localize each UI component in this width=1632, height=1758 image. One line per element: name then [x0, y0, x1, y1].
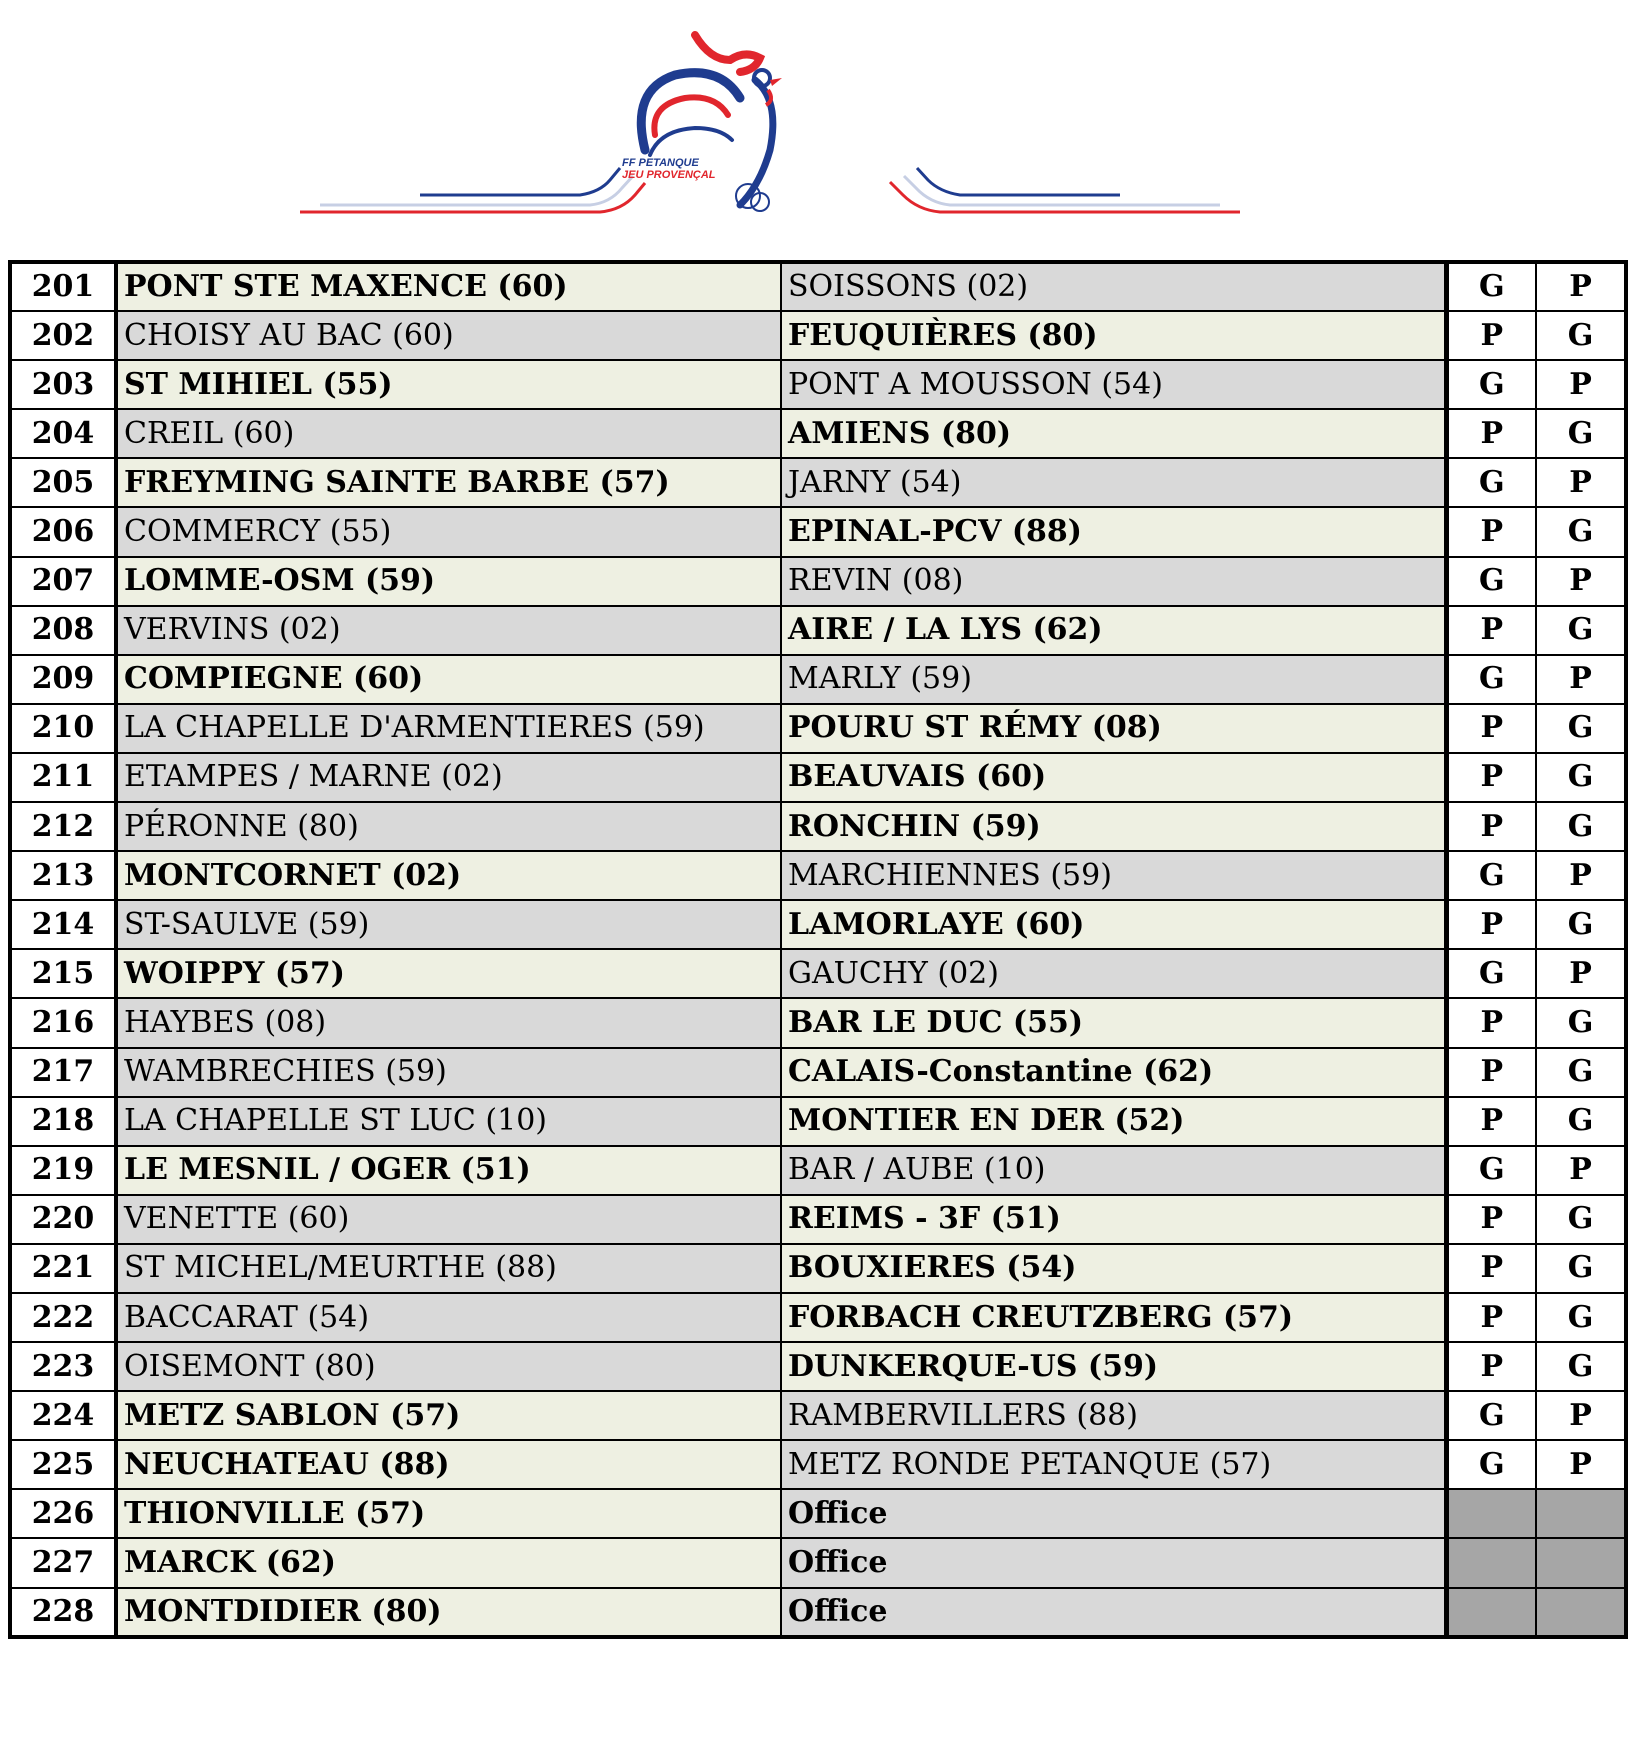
score-home: G — [1446, 360, 1536, 409]
score-home: P — [1446, 1195, 1536, 1244]
match-number: 223 — [10, 1342, 116, 1391]
score-home: P — [1446, 311, 1536, 360]
score-home: P — [1446, 1342, 1536, 1391]
team-home: LA CHAPELLE D'ARMENTIERES (59) — [116, 704, 781, 753]
rooster-logo-icon — [300, 20, 1240, 230]
table-row — [10, 1489, 1626, 1538]
score-away: P — [1536, 1440, 1626, 1489]
team-away: Office — [781, 1538, 1446, 1587]
score-away: G — [1536, 507, 1626, 556]
score-away: G — [1536, 1097, 1626, 1146]
score-away — [1536, 1588, 1626, 1637]
team-home: COMPIEGNE (60) — [116, 655, 781, 704]
match-number: 220 — [10, 1195, 116, 1244]
team-home: MONTCORNET (02) — [116, 851, 781, 900]
team-home: ST MIHIEL (55) — [116, 360, 781, 409]
team-away: RAMBERVILLERS (88) — [781, 1391, 1446, 1440]
score-home: P — [1446, 1048, 1536, 1097]
score-home: P — [1446, 998, 1536, 1047]
match-number: 208 — [10, 606, 116, 655]
score-home — [1446, 1588, 1536, 1637]
team-away: GAUCHY (02) — [781, 949, 1446, 998]
match-number: 209 — [10, 655, 116, 704]
table-row — [10, 458, 1626, 507]
match-number: 228 — [10, 1588, 116, 1637]
match-number: 210 — [10, 704, 116, 753]
team-home: THIONVILLE (57) — [116, 1489, 781, 1538]
team-home: LE MESNIL / OGER (51) — [116, 1146, 781, 1195]
team-away: FORBACH CREUTZBERG (57) — [781, 1293, 1446, 1342]
results-body — [10, 262, 1626, 1637]
table-row — [10, 949, 1626, 998]
match-number: 213 — [10, 851, 116, 900]
table-row — [10, 655, 1626, 704]
score-home: P — [1446, 1293, 1536, 1342]
table-row — [10, 851, 1626, 900]
team-home: ETAMPES / MARNE (02) — [116, 753, 781, 802]
table-row — [10, 409, 1626, 458]
table-row — [10, 1097, 1626, 1146]
table-row — [10, 507, 1626, 556]
team-away: FEUQUIÈRES (80) — [781, 311, 1446, 360]
team-away: REIMS - 3F (51) — [781, 1195, 1446, 1244]
table-row — [10, 557, 1626, 606]
match-number: 224 — [10, 1391, 116, 1440]
team-away: EPINAL-PCV (88) — [781, 507, 1446, 556]
team-away: MONTIER EN DER (52) — [781, 1097, 1446, 1146]
match-number: 206 — [10, 507, 116, 556]
table-row — [10, 1440, 1626, 1489]
score-away — [1536, 1538, 1626, 1587]
table-row — [10, 1588, 1626, 1637]
team-away: POURU ST RÉMY (08) — [781, 704, 1446, 753]
logo-line2: JEU PROVENÇAL — [622, 169, 716, 181]
match-number: 226 — [10, 1489, 116, 1538]
match-number: 205 — [10, 458, 116, 507]
score-home — [1446, 1489, 1536, 1538]
team-home: CHOISY AU BAC (60) — [116, 311, 781, 360]
score-home: G — [1446, 851, 1536, 900]
score-away: G — [1536, 606, 1626, 655]
match-number: 211 — [10, 753, 116, 802]
score-away: G — [1536, 1048, 1626, 1097]
results-table — [8, 260, 1628, 1639]
score-home — [1446, 1538, 1536, 1587]
score-home: P — [1446, 409, 1536, 458]
score-home: G — [1446, 1391, 1536, 1440]
table-row — [10, 900, 1626, 949]
score-away: G — [1536, 1293, 1626, 1342]
table-row — [10, 1391, 1626, 1440]
team-home: WAMBRECHIES (59) — [116, 1048, 781, 1097]
match-number: 212 — [10, 802, 116, 851]
team-away: PONT A MOUSSON (54) — [781, 360, 1446, 409]
table-row — [10, 1244, 1626, 1293]
score-away: P — [1536, 360, 1626, 409]
match-number: 207 — [10, 557, 116, 606]
score-home: P — [1446, 1244, 1536, 1293]
logo-text — [622, 157, 716, 181]
table-row — [10, 1342, 1626, 1391]
score-home: G — [1446, 1146, 1536, 1195]
table-row — [10, 262, 1626, 311]
table-row — [10, 704, 1626, 753]
table-row — [10, 606, 1626, 655]
team-home: FREYMING SAINTE BARBE (57) — [116, 458, 781, 507]
team-home: VERVINS (02) — [116, 606, 781, 655]
team-home: MONTDIDIER (80) — [116, 1588, 781, 1637]
table-row — [10, 1293, 1626, 1342]
score-away: G — [1536, 753, 1626, 802]
logo-line1: FF PETANQUE — [622, 157, 699, 169]
score-away: G — [1536, 311, 1626, 360]
match-number: 215 — [10, 949, 116, 998]
team-away: BEAUVAIS (60) — [781, 753, 1446, 802]
score-away: P — [1536, 655, 1626, 704]
score-home: G — [1446, 557, 1536, 606]
score-away: G — [1536, 1244, 1626, 1293]
team-away: DUNKERQUE-US (59) — [781, 1342, 1446, 1391]
table-row — [10, 753, 1626, 802]
team-away: JARNY (54) — [781, 458, 1446, 507]
team-away: AMIENS (80) — [781, 409, 1446, 458]
score-away — [1536, 1489, 1626, 1538]
match-number: 225 — [10, 1440, 116, 1489]
team-home: MARCK (62) — [116, 1538, 781, 1587]
match-number: 202 — [10, 311, 116, 360]
ffpjp-logo — [300, 20, 1240, 230]
team-home: ST MICHEL/MEURTHE (88) — [116, 1244, 781, 1293]
team-away: MARCHIENNES (59) — [781, 851, 1446, 900]
team-away: Office — [781, 1588, 1446, 1637]
team-away: BAR / AUBE (10) — [781, 1146, 1446, 1195]
team-home: LOMME-OSM (59) — [116, 557, 781, 606]
team-away: BOUXIERES (54) — [781, 1244, 1446, 1293]
match-number: 222 — [10, 1293, 116, 1342]
team-home: COMMERCY (55) — [116, 507, 781, 556]
score-away: P — [1536, 262, 1626, 311]
match-number: 217 — [10, 1048, 116, 1097]
match-number: 201 — [10, 262, 116, 311]
team-away: MARLY (59) — [781, 655, 1446, 704]
team-home: ST-SAULVE (59) — [116, 900, 781, 949]
team-home: OISEMONT (80) — [116, 1342, 781, 1391]
team-home: HAYBES (08) — [116, 998, 781, 1047]
score-home: P — [1446, 1097, 1536, 1146]
score-home: P — [1446, 606, 1536, 655]
team-away: BAR LE DUC (55) — [781, 998, 1446, 1047]
team-away: AIRE / LA LYS (62) — [781, 606, 1446, 655]
score-home: G — [1446, 262, 1536, 311]
team-away: RONCHIN (59) — [781, 802, 1446, 851]
score-away: P — [1536, 1391, 1626, 1440]
team-away: CALAIS-Constantine (62) — [781, 1048, 1446, 1097]
team-away: LAMORLAYE (60) — [781, 900, 1446, 949]
score-home: G — [1446, 458, 1536, 507]
team-home: PÉRONNE (80) — [116, 802, 781, 851]
team-home: METZ SABLON (57) — [116, 1391, 781, 1440]
table-row — [10, 360, 1626, 409]
score-away: G — [1536, 704, 1626, 753]
table-row — [10, 1146, 1626, 1195]
match-number: 203 — [10, 360, 116, 409]
team-home: BACCARAT (54) — [116, 1293, 781, 1342]
score-home: G — [1446, 949, 1536, 998]
score-home: G — [1446, 1440, 1536, 1489]
score-home: P — [1446, 802, 1536, 851]
table-row — [10, 311, 1626, 360]
score-home: P — [1446, 507, 1536, 556]
score-away: P — [1536, 949, 1626, 998]
table-row — [10, 802, 1626, 851]
team-home: VENETTE (60) — [116, 1195, 781, 1244]
score-home: P — [1446, 753, 1536, 802]
score-away: P — [1536, 557, 1626, 606]
score-away: G — [1536, 1195, 1626, 1244]
score-home: G — [1446, 655, 1536, 704]
team-home: LA CHAPELLE ST LUC (10) — [116, 1097, 781, 1146]
match-number: 214 — [10, 900, 116, 949]
team-away: METZ RONDE PETANQUE (57) — [781, 1440, 1446, 1489]
match-number: 218 — [10, 1097, 116, 1146]
team-home: CREIL (60) — [116, 409, 781, 458]
score-away: G — [1536, 802, 1626, 851]
table-row — [10, 998, 1626, 1047]
score-away: P — [1536, 851, 1626, 900]
score-away: G — [1536, 998, 1626, 1047]
score-home: P — [1446, 900, 1536, 949]
team-away: Office — [781, 1489, 1446, 1538]
team-away: REVIN (08) — [781, 557, 1446, 606]
team-away: SOISSONS (02) — [781, 262, 1446, 311]
match-number: 204 — [10, 409, 116, 458]
score-away: G — [1536, 1342, 1626, 1391]
table-row — [10, 1538, 1626, 1587]
score-home: P — [1446, 704, 1536, 753]
match-number: 221 — [10, 1244, 116, 1293]
match-number: 216 — [10, 998, 116, 1047]
match-number: 227 — [10, 1538, 116, 1587]
score-away: P — [1536, 458, 1626, 507]
team-home: WOIPPY (57) — [116, 949, 781, 998]
score-away: G — [1536, 900, 1626, 949]
table-row — [10, 1048, 1626, 1097]
team-home: NEUCHATEAU (88) — [116, 1440, 781, 1489]
score-away: P — [1536, 1146, 1626, 1195]
team-home: PONT STE MAXENCE (60) — [116, 262, 781, 311]
score-away: G — [1536, 409, 1626, 458]
table-row — [10, 1195, 1626, 1244]
match-number: 219 — [10, 1146, 116, 1195]
